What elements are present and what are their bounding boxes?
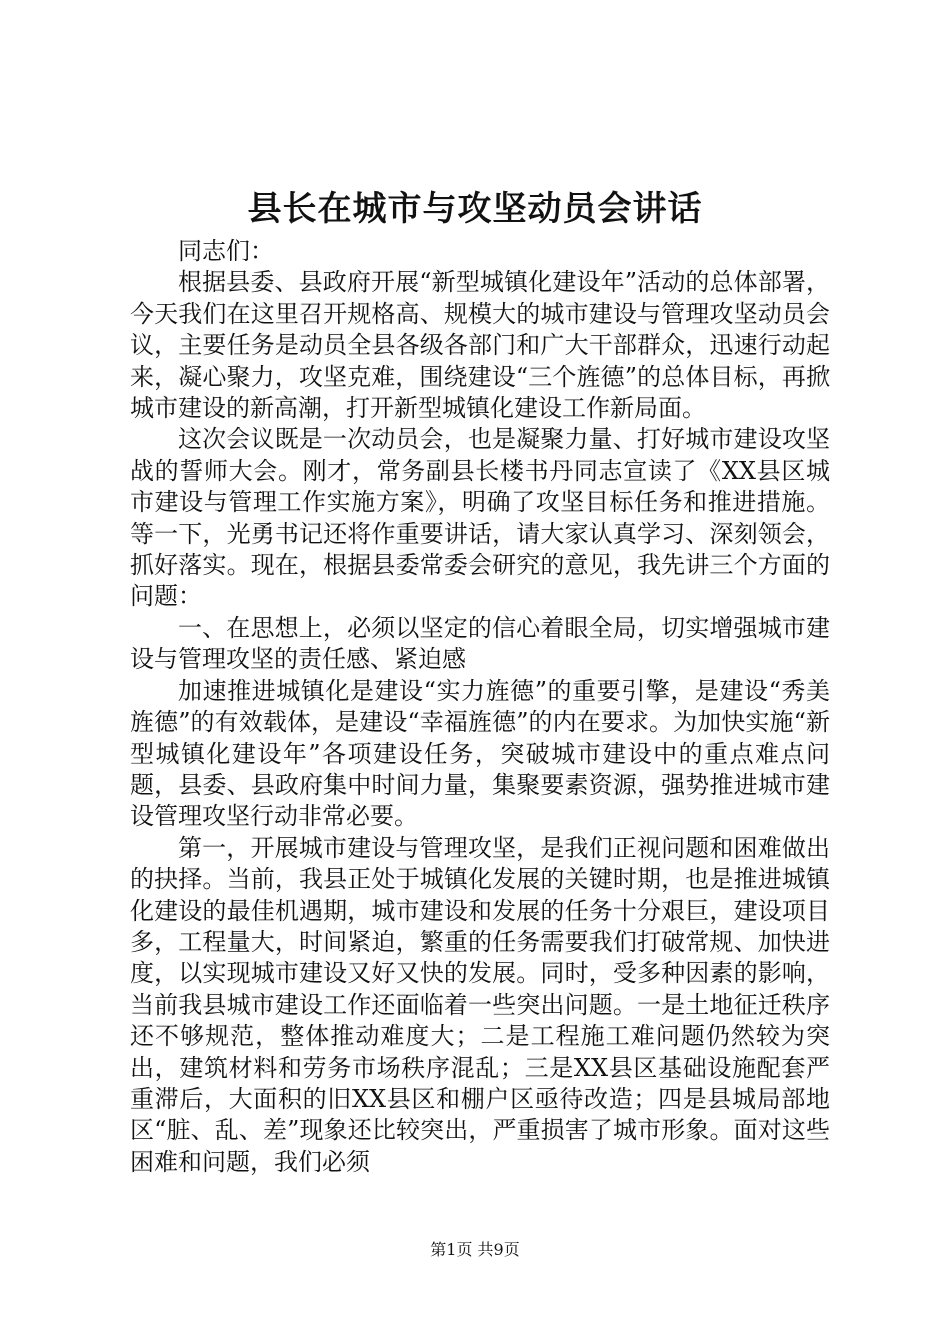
paragraph: 这次会议既是一次动员会，也是凝聚力量、打好城市建设攻坚战的誓师大会。刚才，常务副县长楼书丹同志宣读了《XX县区城市建设与管理工作实施方案》，明确了攻坚目标任务和推进措施。等一下，光勇书记还将作重要讲话，请大家认真学习、深刻领会，抓好落实。现在，根据县委常委会研究的意见，我先讲三个方面的问题： xyxy=(130,425,830,611)
document-body xyxy=(130,236,830,1178)
page-number-footer: 第1页 共9页 xyxy=(430,1240,520,1259)
section-heading: 一、在思想上，必须以坚定的信心着眼全局，切实增强城市建设与管理攻坚的责任感、紧迫感 xyxy=(130,613,830,674)
document-title: 县长在城市与攻坚动员会讲话 xyxy=(247,189,703,229)
paragraph: 根据县委、县政府开展“新型城镇化建设年”活动的总体部署，今天我们在这里召开规格高、规模大的城市建设与管理攻坚动员会议，主要任务是动员全县各级各部门和广大干部群众，迅速行动起来，凝心聚力，攻坚克难，围绕建设“三个旌德”的总体目标，再掀城市建设的新高潮，打开新型城镇化建设工作新局面。 xyxy=(130,268,830,423)
paragraph-salutation: 同志们： xyxy=(178,237,274,265)
paragraph: 第一，开展城市建设与管理攻坚，是我们正视问题和困难做出的抉择。当前，我县正处于城镇化发展的关键时期，也是推进城镇化建设的最佳机遇期，城市建设和发展的任务十分艰巨，建设项目多，工程量大，时间紧迫，繁重的任务需要我们打破常规、加快进度，以实现城市建设又好又快的发展。同时，受多种因素的影响，当前我县城市建设工作还面临着一些突出问题。一是土地征迁秩序还不够规范，整体推动难度大；二是工程施工难问题仍然较为突出，建筑材料和劳务市场秩序混乱；三是XX县区基础设施配套严重滞后，大面积的旧XX县区和棚户区亟待改造；四是县城局部地区“脏、乱、差”现象还比较突出，严重损害了城市形象。面对这些困难和问题，我们必须 xyxy=(130,833,830,1176)
paragraph: 加速推进城镇化是建设“实力旌德”的重要引擎，是建设“秀美旌德”的有效载体，是建设“幸福旌德”的内在要求。为加快实施“新型城镇化建设年”各项建设任务，突破城市建设中的重点难点问题，县委、县政府集中时间力量，集聚要素资源，强势推进城市建设管理攻坚行动非常必要。 xyxy=(130,676,830,831)
